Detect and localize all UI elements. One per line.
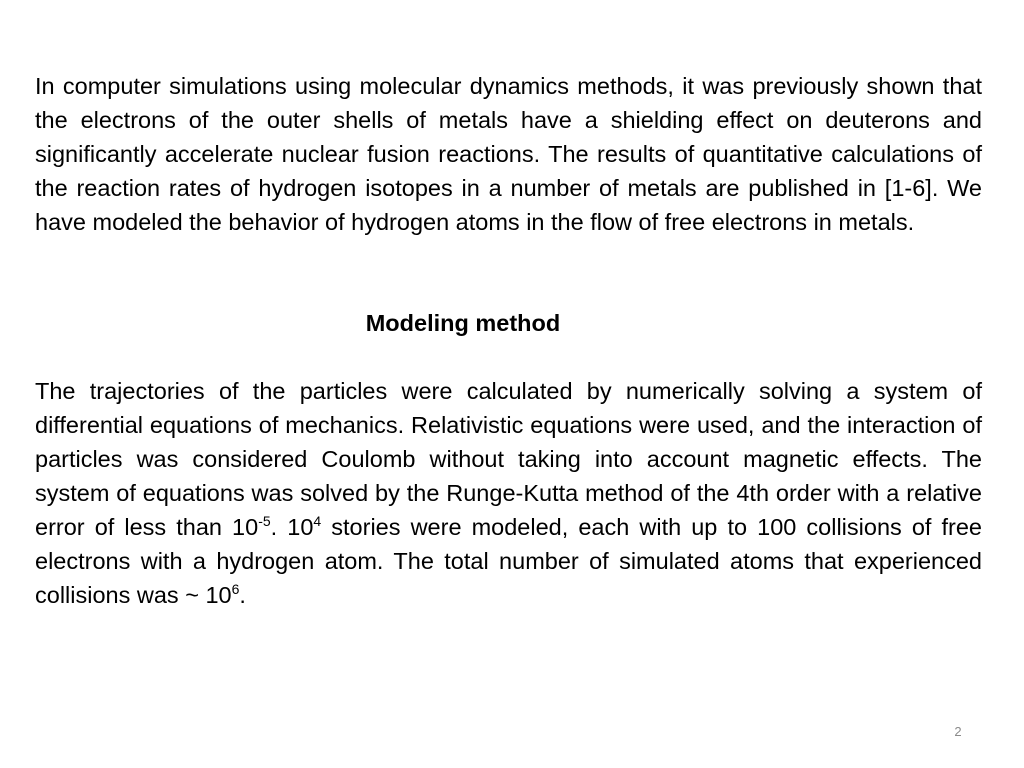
exponent-6: 6 xyxy=(231,581,240,597)
method-paragraph xyxy=(35,374,982,612)
exponent-4: 4 xyxy=(313,513,322,529)
intro-paragraph: In computer simulations using molecular dynamics methods, it was previously shown that the electrons of the outer shells of metals have a shielding effect on deuterons and significantly accelerate nuclear fusion reactions. The results of quantitative calculations of the reaction rates of hydrogen isotopes in a number of metals are published in [1-6]. We have modeled the behavior of hydrogen atoms in the flow of free electrons in metals. xyxy=(35,73,982,235)
method-text-part-2: . 10 xyxy=(270,514,314,540)
method-text-part-3: stories were modeled, each with up to 100 collisions of free electrons with a hydrogen atom. The total number of simulated atoms that experienced collisions was ~ 10 xyxy=(35,514,983,608)
method-text-part-1: The trajectories of the particles were calculated by numerically solving a system of differential equations of mechanics. Relativistic equations were used, and the interaction of particles was considered Coulomb without taking into account magnetic effects. The system of equations was solved by the Runge-Kutta method of the 4th order with a relative error of less than 10 xyxy=(35,378,982,540)
page-number: 2 xyxy=(954,724,962,739)
section-heading: Modeling method xyxy=(365,310,561,336)
method-text-part-4: . xyxy=(239,582,246,608)
exponent-minus-5: -5 xyxy=(258,513,271,529)
